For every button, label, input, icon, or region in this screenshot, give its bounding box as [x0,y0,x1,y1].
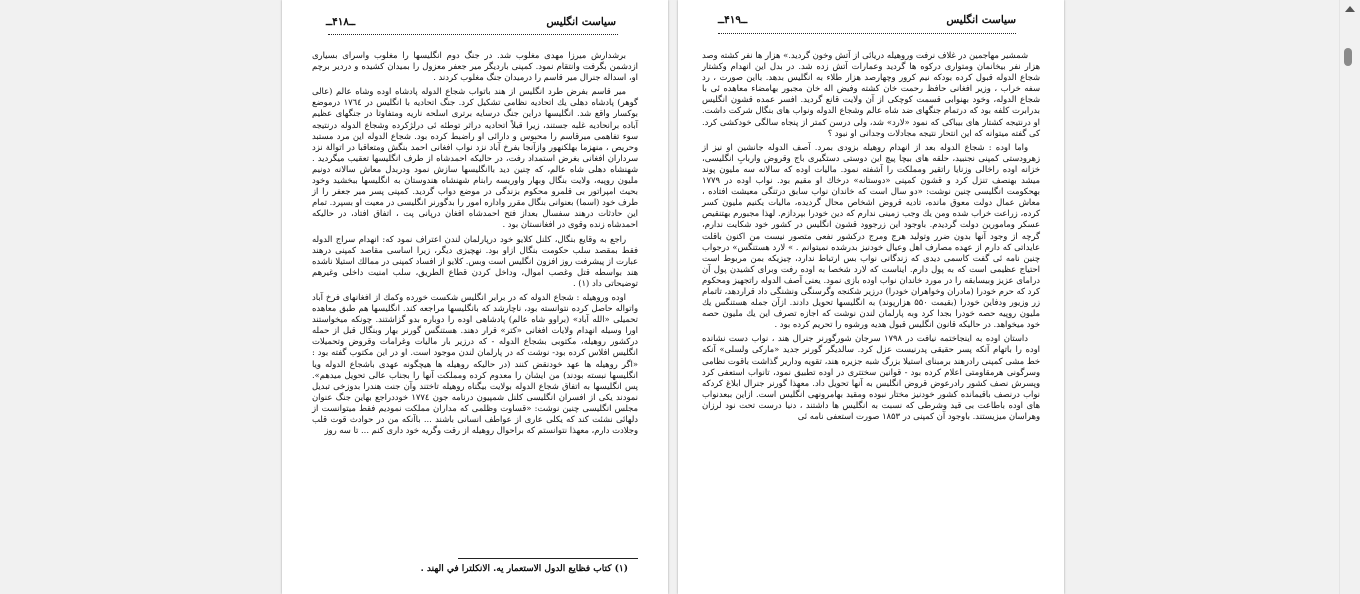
page-body [312,50,638,439]
document-page-418 [282,0,668,594]
paragraph: راجع به وقایع بنگال، کلنل کلایو خود درپارلمان لندن اعتراف نمود که: انهدام سراج الدوله فقط بمقصد سلب حکومت بنگال ازاو بود. نهچیزی دیگر، زیرا اساسی مقاصد کمپنی درهند عبارت از پیشرفت روز افزون انگلیس است وبس. کلایو از افساد کمپنی در ممالك استیلا ناشده هند بواسطه قتل وغصب اموال، وداخل کردن قطاع الطریق، سلب امنیت داخلی وغیرهم توضیحاتی داد (۱) . [312,233,638,288]
page-body [702,50,1040,425]
triangle-up-icon[interactable] [1345,6,1355,12]
header-divider [328,34,618,35]
vertical-scrollbar[interactable] [1339,0,1360,594]
paragraph: برشدارش میرزا مهدی مغلوب شد. در جنگ دوم انگلیسها را مغلوب واسرای بسیاری ازدشمن بگرفت وانتقام نمود. کمپنی باردیگر میر جعفر معزول را بمیدان کشیده و دردیر برچم او، اسداله جنرال میر قاسم را درمیدان جنگ مغلوب کردند . [312,50,638,83]
header-divider [718,33,1016,34]
page-header [326,14,616,30]
paragraph: شمشیر مهاجمین در غلاف نرفت وروهیله دریائی از آتش وخون گردید.» هزار ها نفر کشته وصد هزار نفر بیخانمان ومتواری درکوه ها گردید وعمارات آتش زده شد. در بدل این انهدام وکشتار شجاع الدوله قبول کرده بودکه نیم کرور وچهارصد هزار طلاء به انگلیس بدهد. بااین صورت ، رد سفه خراب ، وزیر افغانی حافظ رحمت خان کشته وفیض اله خان مجبور بهامضاء معاهده ئی با شجاع الدوله، وخود بهنوابی قسمت کوچکی از آن ولایت قانع گردید. افسر عمده قشون انگلیس بدرابرت کلفه بود که درتمام جنگهای ضد شاه عالم وشجاع الدوله ونواب های بنگال شرکت داشت. او درنتیجه کشتار های بیباکی که نمود «لارد» شد، ولی درسن کمتر از پنجاه سالگی خودکشی کرد. کی گفته میتوانه که این انتحار نتیجه مجادلات وجدانی او نبود ؟ [702,50,1040,138]
scrollbar-thumb[interactable] [1344,48,1352,66]
paragraph: میر قاسم بفرض طرد انگلیس از هند باتواب شجاع الدوله پادشاه اوده وشاه عالم (عالی گوهر) پادشاه دهلی یك اتحادیه نظامی تشکیل کرد. جنگ اتحادیه با انگلیس در ۱۷٦٤ درموضع بوکسار واقع شد. انگلیسها دراین جنگ درسایه برتری اسلحه ناریه ومتفاوتا در جنگهای عظیم آباده برانحادیه غلبه جستند، زیرا قبلاً اتحادیه دراثر توطئه ئی درلژکرده وشجاع الدوله درنتیجه سوء تفاهمی میرقاسم را محبوس و دارائی او راضبط کرده بود. شجاع الدوله این مرد مستبد وحریص ، منهزما بهلکنهور وازآنجا بفرخ آباد نزد نواب افغانی احمد بنگش ومتعاقبا در اتوالة نزد سرداران افغانی بغرض استمداد رفت، در حالیکه احمدشاه از طرف انگلیسها تعقیب میگردید . شهنشاه دهلی شاه عالم، که چنین دید باانگلیسها سازش نمود ودربدل معاش سالانه دونیم ملیون روپیه، ولایت بنگال وبهار واوریسه رابنام شهنشاه هندوستان به انگلیسها ببخشید وخود بحیث امپراتور بی قلمرو محکوم بزندگی در موضع دواب گردید. کمپنی پسر میر جعفر را از طرف خود (اسما) بعنوانی بنگال مقرر واداره امور را بدگورنر انگلیسی در معیت او بسپرد. تمام این حادثات درهند سفسال بعداز فتح احمدشاه افغان درپانی پت ، اتفاق افتاد، در حالیکه احمدشاه زنده وقوی در افغانستان بود . [312,86,638,230]
page-header [718,12,1016,28]
header-title: سیاست انگلیس [546,16,616,28]
page-number: ــ۴۱۹ــ [718,14,748,26]
paragraph: داستان اوده به اینجاختمه نیافت در ۱۷۹۸ سرجان شورگورنر جنرال هند ، نواب دست نشانده اوده را باتهام آنکه پسر حقیقی پدرنیست عزل کرد. سالدیگر گورنر جدید «مارکی ولسلی» آنکه خط مشی کمپنی رادرهند برمبنای استیلا بزرگ شبه جزیره هند، تقویه وداریر گذاشت باقوت نظامی وسرگونی هرمقاومتی اعلام کرده بود - قوانین سختتری در اوده تطبیق نمود، تانواب استعفی کرد وپسرش نصف کشور رادرعوض قروض انگلیس به آنها تحویل داد. معهذا گورنر جنرال ابلاغ کردکه نواب درنصف باقیمانده کشور خودنیز مختار نبوده ومقید بهامرونهی انگلیس است. ازاین ببعدنواب های اوده باطاعت بی قید وشرطی که نسبت به انگلیس ها داشتند ، دنیا درست تحت نود لرزان وهراسان میزیستند. باوجود آن کمپنی در ۱۸۵۳ صورت استعفی نامه ئی [702,333,1040,421]
document-page-419 [678,0,1064,594]
footnote: (۱) کتاب فظایع الدول الاستعمار یه. الانكلترا في الهند . [420,564,628,574]
header-title: سیاست انگلیس [946,14,1016,26]
paragraph: واما اوده : شجاع الدوله بعد از انهدام روهیله بزودی بمرد. آصف الدوله جانشین او نیز از زهرودستی کمپنی نجنبید، حلقه های بیچا پیچ این دوستی دستگیری باج وقروض واربابِ انگلیسی، خزانه اوده راخالی وزنایا راتقیر ومملکت را آشفته نمود. مالیات اوده که سالانه سه ملیون پوند میشد بهنصف تنزل کرد و قشون کمپنی «دوستانه» درخاك او مقیم بود. نواب اوده در ۱۷۷۹ بهحکومت انگلیسی چنین نوشت: «دو سال است که خاندان نواب سابق درتنگی معیشت افتاده ، معاش عمال دولت معوق مانده، تادیه قروض اشخاص محال گردیده، مالیات یکنیم ملیون کسر کرده، زراعت خراب شده ومن یك وجب زمینی ندارم که دین خودرا بپردازم. لهذا مجبورم بهتنقیص عسکر ومامورین دولت گردیدم. باوجود این زرجوود قشون انگلیس در کشور خود شکایت ندارم، گرچه از وجود آنها بدون ضرر وتولید هرج ومرج درکشور نفعی متصور نیست من اکنون باقلت عایداتی که دارم از عهده مصارف اهل وعیال خودنیز بدرشده نمیتوانم . » لارد هستنگس» درجواب چنین نامه ئی گفت کاسمی دیدی که زندگانی نواب بس ارتباط ندارد، چیزیکه بمن مربوط است احتیاج عظیمی است که به پول دارم. ایناست که لارد شخصا به اوده رفت وبرای کشیدن پول آن درامای عزیز وبیسابقه را در مورد خاندان نواب اوده بازی نمود. یعنی آصف الدوله راتجهیز ومحکوم کرد که حرم خودرا (مادران وخواهران خودرا) درزیر شکنجه وگرسنگی ونشنگی داد قراردهد، تاتمام زر وزیور ودفاین خودرا (بقیمت ۵۵۰ هزارپوند) به انگلیسها تحویل دادند. ازآن جمله هستنگس یك ملیون روپیه حصه خودرا بجدا کرد وبه پارلمان لندن نوشت که اجازه تصرف این یك ملیون حصه خود میخواهد. در حالیکه قانون انگلیس قبول هدیه ورشوه را تحریم کرده بود . [702,141,1040,330]
page-number: ــ۴۱۸ــ [326,16,356,28]
paragraph: اوده وروهیله : شجاع الدوله که در برابر انگلیس شکست خورده وکمك از افغانهای فرخ آباد واتواله حاصل کرده نتوانسته بود، ناچارشد که بانگلیسها مراجعه کند. انگلیسها هم طبق معاهده تحمیلی «الله آباد» (براوو شاه عالم) پادشاهی اوده را دوباره بدو گزاشتند. چونکه میخواستند اورا وسیله انهدام ولایات افغانی «کتر» قرار دهند. هستنگس گورنر بهار وبنگال قبل از حمله درکشور روهیله، مکتوبی بشجاع الدوله - که درزیر بار مالیات وغرامات وقروض وتحمیلات انگلیس افلاس کرده بود- نوشت که در پارلمان لندن موجود است. او در این مکتوب گفته بود : «اگر روهیله ها عهد خودنقض کنند (در حالیکه روهیله ها هیچگونه عهدی باشجاع الدوله ویا انگلیسها نبسته بودند) من ایشان را معدوم کرده ومملکت آنها را بجناب عالی تحویل میدهم». پس انگلیسها به اتفاق شجاع الدوله بولایت بیگناه روهیله تاختند وآن جنت هندرا بدوزخی تبدیل نمودند یکی از افسران انگلیسی کلنل شمپیون درنامه جون ۱۷۷٤ خوددراجع بهاین جنگ عنوان مجلس انگلیسی چنین نوشت: «قساوت وظلمی که مداران مملکت نمودیم فقط میتوانست از دلهائی نشئت کند که یکلی عاری از عواطف انسانی باشند ... باآنکه من در حوادث قوت قلب وجلادت دارم، معهذا نتوانستم که براحوال روهیله از رقت وگریه خود داری کنم ... تا سه روز [312,291,638,436]
footnote-divider [458,558,638,559]
